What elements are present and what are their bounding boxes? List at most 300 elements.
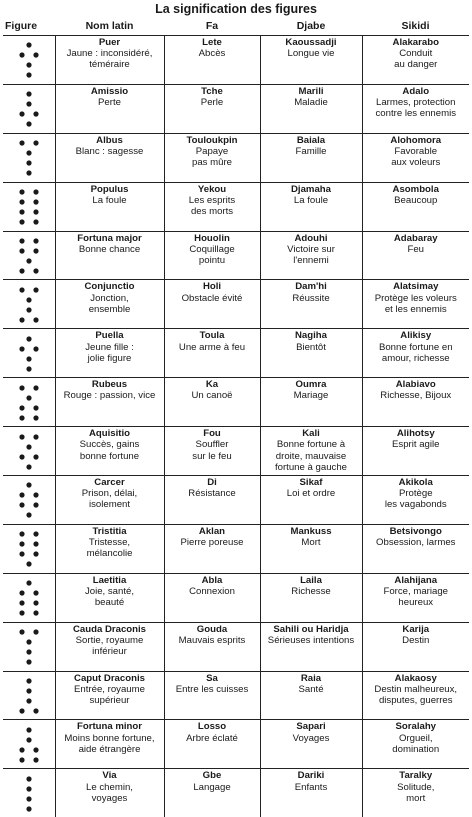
- table-row: [3, 769, 469, 817]
- fa-cell: [164, 182, 260, 231]
- figure-dot: [26, 366, 31, 371]
- djabe-name: Mankuss: [263, 526, 360, 537]
- fa-cell: [164, 84, 260, 133]
- djabe-name: Oumra: [263, 379, 360, 390]
- latin-cell: [55, 378, 164, 427]
- djabe-meaning: Mariage: [263, 390, 360, 401]
- djabe-cell: [260, 280, 362, 329]
- figure-cell: [3, 329, 55, 378]
- figure-dot: [19, 200, 24, 205]
- sikidi-cell: [362, 476, 469, 525]
- figure-cell: [3, 84, 55, 133]
- figure-dot: [19, 493, 24, 498]
- sikidi-name: Taralky: [365, 770, 468, 781]
- fa-name: Aklan: [167, 526, 258, 537]
- figure-dot: [19, 141, 24, 146]
- figure-dot: [33, 190, 38, 195]
- figure-dot: [19, 248, 24, 253]
- figure-dot: [19, 747, 24, 752]
- djabe-name: Sahili ou Haridja: [263, 624, 360, 635]
- sikidi-name: Asombola: [365, 184, 468, 195]
- djabe-cell: [260, 720, 362, 769]
- sikidi-name: Alohomora: [365, 135, 468, 146]
- figure-dot: [19, 220, 24, 225]
- table-row: [3, 671, 469, 720]
- djabe-meaning: Santé: [263, 684, 360, 695]
- figure-cell: [3, 720, 55, 769]
- sikidi-cell: [362, 573, 469, 622]
- sikidi-cell: [362, 769, 469, 817]
- latin-meaning: Rouge : passion, vice: [58, 390, 162, 401]
- sikidi-cell: [362, 329, 469, 378]
- djabe-cell: [260, 84, 362, 133]
- sikidi-name: Adabaray: [365, 233, 468, 244]
- latin-cell: [55, 720, 164, 769]
- latin-cell: [55, 231, 164, 280]
- djabe-meaning: Bientôt: [263, 342, 360, 353]
- figure-dot: [19, 591, 24, 596]
- figure-dot: [19, 708, 24, 713]
- fa-name: Ka: [167, 379, 258, 390]
- sikidi-cell: [362, 280, 469, 329]
- figure-dots-icon: [14, 626, 44, 668]
- figure-dot: [26, 796, 31, 801]
- figure-dot: [19, 317, 24, 322]
- latin-name: Puer: [58, 37, 162, 48]
- latin-name: Via: [58, 770, 162, 781]
- table-row: [3, 133, 469, 182]
- fa-cell: [164, 622, 260, 671]
- figure-dots-icon: [14, 773, 44, 815]
- fa-meaning: Résistance: [167, 488, 258, 499]
- djabe-meaning: Bonne fortune à droite, mauvaise fortune à gauche: [263, 439, 360, 473]
- fa-meaning: Les esprits des morts: [167, 195, 258, 217]
- djabe-cell: [260, 671, 362, 720]
- figures-table: [3, 16, 469, 817]
- sikidi-cell: [362, 720, 469, 769]
- latin-meaning: Joie, santé, beauté: [58, 586, 162, 608]
- fa-meaning: Une arme à feu: [167, 342, 258, 353]
- header-figure: Figure: [3, 16, 55, 36]
- figure-dot: [26, 356, 31, 361]
- latin-name: Rubeus: [58, 379, 162, 390]
- fa-cell: [164, 36, 260, 85]
- djabe-name: Raia: [263, 673, 360, 684]
- figure-dot: [26, 307, 31, 312]
- figure-dots-icon: [14, 137, 44, 179]
- sikidi-name: Alakaosy: [365, 673, 468, 684]
- figure-dot: [26, 464, 31, 469]
- fa-name: Touloukpin: [167, 135, 258, 146]
- fa-meaning: Mauvais esprits: [167, 635, 258, 646]
- sikidi-name: Betsivongo: [365, 526, 468, 537]
- figure-dot: [33, 317, 38, 322]
- fa-meaning: Pierre poreuse: [167, 537, 258, 548]
- fa-name: Lete: [167, 37, 258, 48]
- djabe-meaning: Maladie: [263, 97, 360, 108]
- latin-cell: [55, 84, 164, 133]
- djabe-cell: [260, 476, 362, 525]
- figure-dot: [26, 737, 31, 742]
- latin-meaning: Jeune fille : jolie figure: [58, 342, 162, 364]
- sikidi-name: Adalo: [365, 86, 468, 97]
- figure-cell: [3, 378, 55, 427]
- figure-dot: [33, 747, 38, 752]
- latin-cell: [55, 622, 164, 671]
- figure-dot: [26, 151, 31, 156]
- fa-name: Yekou: [167, 184, 258, 195]
- latin-meaning: Le chemin, voyages: [58, 782, 162, 804]
- fa-cell: [164, 720, 260, 769]
- figure-dot: [26, 513, 31, 518]
- figure-cell: [3, 182, 55, 231]
- figure-dot: [26, 678, 31, 683]
- sikidi-meaning: Solitude, mort: [365, 782, 468, 804]
- sikidi-meaning: Conduit au danger: [365, 48, 468, 70]
- fa-name: Losso: [167, 721, 258, 732]
- fa-meaning: Connexion: [167, 586, 258, 597]
- sikidi-cell: [362, 36, 469, 85]
- figure-dot: [26, 581, 31, 586]
- djabe-name: Nagiha: [263, 330, 360, 341]
- fa-cell: [164, 280, 260, 329]
- latin-meaning: Jonction, ensemble: [58, 293, 162, 315]
- sikidi-meaning: Feu: [365, 244, 468, 255]
- figure-dot: [33, 210, 38, 215]
- latin-name: Populus: [58, 184, 162, 195]
- figure-dots-icon: [14, 431, 44, 473]
- table-row: [3, 378, 469, 427]
- figure-dot: [19, 630, 24, 635]
- figure-dot: [26, 483, 31, 488]
- fa-meaning: Coquillage pointu: [167, 244, 258, 266]
- table-row: [3, 427, 469, 476]
- header-fa: Fa: [164, 16, 260, 36]
- djabe-meaning: Réussite: [263, 293, 360, 304]
- latin-meaning: Prison, délai, isolement: [58, 488, 162, 510]
- figure-dot: [33, 630, 38, 635]
- fa-name: Gouda: [167, 624, 258, 635]
- sikidi-meaning: Force, mariage heureux: [365, 586, 468, 608]
- latin-cell: [55, 769, 164, 817]
- figure-dots-icon: [14, 479, 44, 521]
- sikidi-meaning: Protège les voleurs et les ennemis: [365, 293, 468, 315]
- latin-cell: [55, 524, 164, 573]
- fa-meaning: Perle: [167, 97, 258, 108]
- page-title: La signification des figures: [0, 2, 472, 16]
- figure-dot: [33, 493, 38, 498]
- sikidi-cell: [362, 671, 469, 720]
- fa-cell: [164, 573, 260, 622]
- latin-name: Albus: [58, 135, 162, 146]
- sikidi-name: Alahijana: [365, 575, 468, 586]
- figure-dot: [19, 385, 24, 390]
- figure-dot: [33, 141, 38, 146]
- latin-name: Tristitia: [58, 526, 162, 537]
- figure-dot: [33, 53, 38, 58]
- figure-dot: [33, 415, 38, 420]
- latin-name: Laetitia: [58, 575, 162, 586]
- figure-dot: [26, 122, 31, 127]
- figure-dot: [19, 53, 24, 58]
- latin-meaning: Blanc : sagesse: [58, 146, 162, 157]
- figure-dot: [33, 708, 38, 713]
- figure-dot: [19, 346, 24, 351]
- fa-meaning: Un canoë: [167, 390, 258, 401]
- djabe-cell: [260, 36, 362, 85]
- latin-name: Caput Draconis: [58, 673, 162, 684]
- table-row: [3, 329, 469, 378]
- djabe-cell: [260, 231, 362, 280]
- figure-dot: [26, 92, 31, 97]
- djabe-cell: [260, 378, 362, 427]
- figure-dot: [19, 757, 24, 762]
- figure-dot: [26, 171, 31, 176]
- figure-dot: [33, 611, 38, 616]
- figure-dot: [19, 611, 24, 616]
- figure-dot: [19, 405, 24, 410]
- figure-dot: [33, 248, 38, 253]
- fa-name: Abla: [167, 575, 258, 586]
- figure-dots-icon: [14, 235, 44, 277]
- latin-meaning: Entrée, royaume supérieur: [58, 684, 162, 706]
- latin-name: Fortuna major: [58, 233, 162, 244]
- figure-dot: [19, 434, 24, 439]
- djabe-meaning: La foule: [263, 195, 360, 206]
- figure-dot: [33, 405, 38, 410]
- djabe-name: Baiala: [263, 135, 360, 146]
- fa-meaning: Souffler sur le feu: [167, 439, 258, 461]
- table-row: [3, 231, 469, 280]
- sikidi-name: Alihotsy: [365, 428, 468, 439]
- figure-dot: [33, 757, 38, 762]
- figure-dot: [33, 287, 38, 292]
- latin-cell: [55, 280, 164, 329]
- djabe-name: Marili: [263, 86, 360, 97]
- latin-meaning: Moins bonne fortune, aide étrangère: [58, 733, 162, 755]
- figure-dot: [33, 268, 38, 273]
- djabe-name: Djamaha: [263, 184, 360, 195]
- figure-cell: [3, 36, 55, 85]
- sikidi-name: Alatsimay: [365, 281, 468, 292]
- djabe-cell: [260, 133, 362, 182]
- figure-dot: [26, 297, 31, 302]
- sikidi-name: Alakarabo: [365, 37, 468, 48]
- sikidi-meaning: Orgueil, domination: [365, 733, 468, 755]
- figure-dot: [33, 112, 38, 117]
- figure-dot: [33, 532, 38, 537]
- latin-name: Puella: [58, 330, 162, 341]
- fa-cell: [164, 133, 260, 182]
- djabe-name: Dam'hi: [263, 281, 360, 292]
- latin-cell: [55, 36, 164, 85]
- figure-dot: [26, 562, 31, 567]
- figure-dot: [33, 542, 38, 547]
- figure-dot: [19, 552, 24, 557]
- djabe-name: Kali: [263, 428, 360, 439]
- djabe-cell: [260, 524, 362, 573]
- figure-dots-icon: [14, 675, 44, 717]
- figure-cell: [3, 231, 55, 280]
- figure-dots-icon: [14, 88, 44, 130]
- latin-name: Conjunctio: [58, 281, 162, 292]
- djabe-cell: [260, 329, 362, 378]
- figure-dot: [19, 210, 24, 215]
- figure-dot: [26, 395, 31, 400]
- figure-dot: [26, 43, 31, 48]
- figure-dots-icon: [14, 284, 44, 326]
- table-row: [3, 720, 469, 769]
- fa-cell: [164, 476, 260, 525]
- fa-name: Fou: [167, 428, 258, 439]
- latin-meaning: Bonne chance: [58, 244, 162, 255]
- sikidi-name: Akikola: [365, 477, 468, 488]
- figure-dot: [26, 727, 31, 732]
- fa-name: Houolin: [167, 233, 258, 244]
- fa-name: Gbe: [167, 770, 258, 781]
- djabe-cell: [260, 182, 362, 231]
- latin-cell: [55, 476, 164, 525]
- djabe-meaning: Enfants: [263, 782, 360, 793]
- figure-cell: [3, 622, 55, 671]
- sikidi-meaning: Larmes, protection contre les ennemis: [365, 97, 468, 119]
- table-body: [3, 36, 469, 817]
- figure-dot: [19, 190, 24, 195]
- fa-cell: [164, 769, 260, 817]
- fa-name: Holi: [167, 281, 258, 292]
- figure-dot: [33, 434, 38, 439]
- djabe-meaning: Voyages: [263, 733, 360, 744]
- latin-cell: [55, 329, 164, 378]
- figure-dot: [33, 238, 38, 243]
- sikidi-meaning: Richesse, Bijoux: [365, 390, 468, 401]
- figure-cell: [3, 280, 55, 329]
- fa-meaning: Obstacle évité: [167, 293, 258, 304]
- sikidi-name: Alabiavo: [365, 379, 468, 390]
- figure-dot: [26, 698, 31, 703]
- fa-cell: [164, 231, 260, 280]
- figure-cell: [3, 573, 55, 622]
- table-row: [3, 182, 469, 231]
- header-row: [3, 16, 469, 36]
- figure-dot: [26, 444, 31, 449]
- figure-dots-icon: [14, 186, 44, 228]
- table-row: [3, 36, 469, 85]
- table-row: [3, 280, 469, 329]
- figure-dot: [33, 503, 38, 508]
- figure-dot: [19, 415, 24, 420]
- figure-dot: [26, 63, 31, 68]
- table-row: [3, 476, 469, 525]
- figure-dot: [33, 346, 38, 351]
- fa-cell: [164, 427, 260, 476]
- figure-dot: [26, 688, 31, 693]
- sikidi-meaning: Protège les vagabonds: [365, 488, 468, 510]
- figure-dots-icon: [14, 39, 44, 81]
- latin-cell: [55, 573, 164, 622]
- figure-dot: [26, 161, 31, 166]
- latin-cell: [55, 671, 164, 720]
- djabe-meaning: Victoire sur l'ennemi: [263, 244, 360, 266]
- djabe-name: Dariki: [263, 770, 360, 781]
- sikidi-name: Alikisy: [365, 330, 468, 341]
- sikidi-cell: [362, 622, 469, 671]
- figure-dot: [26, 650, 31, 655]
- figure-cell: [3, 524, 55, 573]
- djabe-cell: [260, 769, 362, 817]
- djabe-name: Sikaf: [263, 477, 360, 488]
- figure-dots-icon: [14, 333, 44, 375]
- fa-name: Di: [167, 477, 258, 488]
- sikidi-cell: [362, 84, 469, 133]
- latin-meaning: Perte: [58, 97, 162, 108]
- figure-cell: [3, 769, 55, 817]
- figure-dot: [26, 102, 31, 107]
- figure-dot: [26, 776, 31, 781]
- fa-name: Sa: [167, 673, 258, 684]
- figure-dot: [26, 640, 31, 645]
- sikidi-meaning: Favorable aux voleurs: [365, 146, 468, 168]
- djabe-meaning: Mort: [263, 537, 360, 548]
- sikidi-cell: [362, 378, 469, 427]
- figure-dot: [26, 806, 31, 811]
- sikidi-meaning: Bonne fortune en amour, richesse: [365, 342, 468, 364]
- fa-meaning: Entre les cuisses: [167, 684, 258, 695]
- djabe-meaning: Longue vie: [263, 48, 360, 59]
- figure-dot: [33, 200, 38, 205]
- table-row: [3, 573, 469, 622]
- djabe-meaning: Richesse: [263, 586, 360, 597]
- table-row: [3, 84, 469, 133]
- figure-dot: [26, 258, 31, 263]
- djabe-cell: [260, 622, 362, 671]
- sikidi-cell: [362, 231, 469, 280]
- figure-dots-icon: [14, 382, 44, 424]
- sikidi-meaning: Destin: [365, 635, 468, 646]
- fa-cell: [164, 524, 260, 573]
- figure-dot: [19, 542, 24, 547]
- fa-cell: [164, 671, 260, 720]
- figure-dots-icon: [14, 577, 44, 619]
- table-row: [3, 622, 469, 671]
- latin-cell: [55, 182, 164, 231]
- figure-dots-icon: [14, 724, 44, 766]
- figure-dot: [26, 73, 31, 78]
- djabe-name: Laila: [263, 575, 360, 586]
- djabe-meaning: Famille: [263, 146, 360, 157]
- header-djabe: Djabe: [260, 16, 362, 36]
- figure-dot: [19, 532, 24, 537]
- figure-dot: [19, 112, 24, 117]
- latin-meaning: La foule: [58, 195, 162, 206]
- latin-name: Fortuna minor: [58, 721, 162, 732]
- fa-name: Tche: [167, 86, 258, 97]
- sikidi-name: Soralahy: [365, 721, 468, 732]
- sikidi-meaning: Esprit agile: [365, 439, 468, 450]
- sikidi-cell: [362, 524, 469, 573]
- fa-meaning: Abcès: [167, 48, 258, 59]
- sikidi-cell: [362, 133, 469, 182]
- latin-name: Cauda Draconis: [58, 624, 162, 635]
- figure-dot: [33, 601, 38, 606]
- djabe-name: Kaoussadji: [263, 37, 360, 48]
- djabe-name: Adouhi: [263, 233, 360, 244]
- latin-meaning: Sortie, royaume inférieur: [58, 635, 162, 657]
- table-row: [3, 524, 469, 573]
- latin-name: Aquisitio: [58, 428, 162, 439]
- fa-name: Toula: [167, 330, 258, 341]
- figure-dot: [26, 786, 31, 791]
